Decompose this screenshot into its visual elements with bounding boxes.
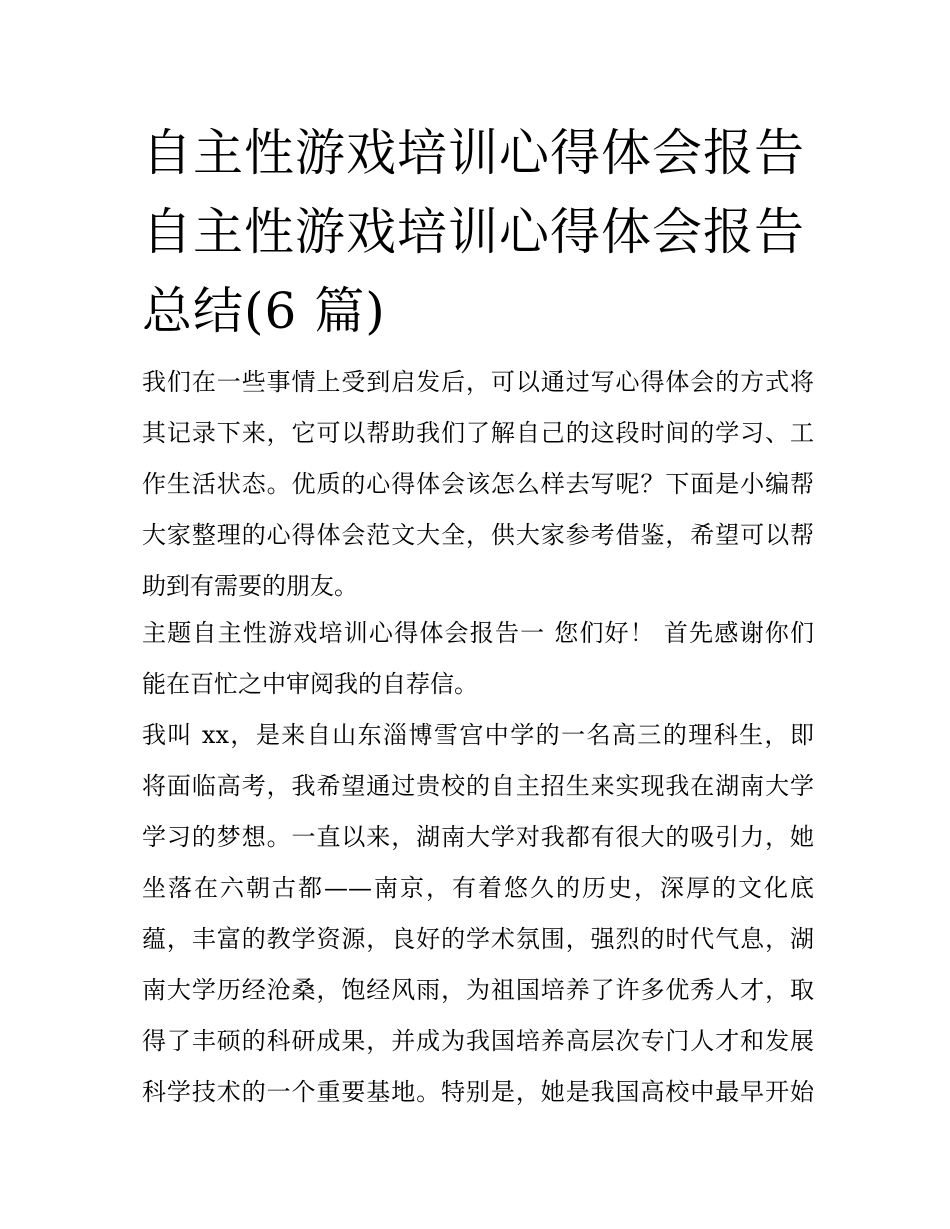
paragraph-line: 将面临高考，我希望通过贵校的自主招生来实现我在湖南大学	[142, 772, 814, 800]
paragraph-line: 科学技术的一个重要基地。特别是，她是我国高校中最早开始	[142, 1078, 814, 1106]
paragraph-line: 能在百忙之中审阅我的自荐信。	[142, 670, 478, 698]
paragraph-line: 得了丰硕的科研成果，并成为我国培养高层次专门人才和发展	[142, 1027, 814, 1055]
title-line-1: 自主性游戏培训心得体会报告	[142, 124, 805, 182]
paragraph-line: 坐落在六朝古都——南京，有着悠久的历史，深厚的文化底	[142, 874, 814, 902]
paragraph-line: 其记录下来，它可以帮助我们了解自己的这段时间的学习、工	[142, 419, 814, 447]
self-intro-paragraph	[142, 710, 814, 1118]
paragraph-line: 主题自主性游戏培训心得体会报告一 您们好！ 首先感谢你们	[142, 619, 814, 647]
intro-paragraph	[142, 357, 814, 612]
paragraph-line: 蕴，丰富的教学资源，良好的学术氛围，强烈的时代气息，湖	[142, 925, 814, 953]
paragraph-line: 南大学历经沧桑，饱经风雨，为祖国培养了许多优秀人才，取	[142, 976, 814, 1004]
greeting-paragraph	[142, 608, 814, 710]
title-line-2: 自主性游戏培训心得体会报告	[142, 203, 805, 261]
title-line-3: 总结(6 篇)	[142, 282, 386, 340]
paragraph-line: 我叫 xx，是来自山东淄博雪宫中学的一名高三的理科生，即	[142, 721, 814, 749]
paragraph-line: 学习的梦想。一直以来，湖南大学对我都有很大的吸引力，她	[142, 823, 814, 851]
paragraph-line: 助到有需要的朋友。	[142, 572, 358, 600]
document-title	[142, 114, 822, 351]
paragraph-line: 作生活状态。优质的心得体会该怎么样去写呢？下面是小编帮	[142, 470, 814, 498]
paragraph-line: 我们在一些事情上受到启发后，可以通过写心得体会的方式将	[142, 368, 814, 396]
paragraph-line: 大家整理的心得体会范文大全，供大家参考借鉴，希望可以帮	[142, 521, 814, 549]
